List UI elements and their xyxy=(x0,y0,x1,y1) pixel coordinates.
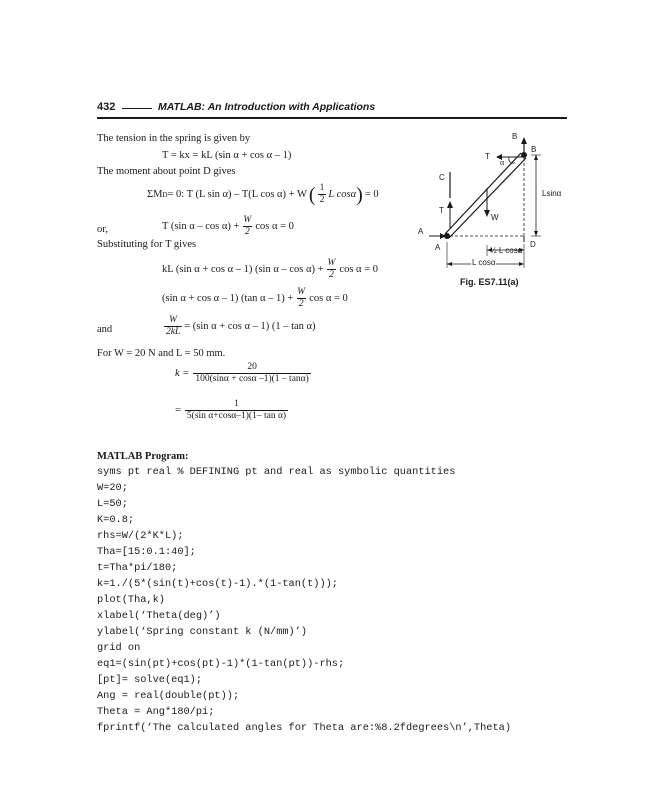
header-short-rule xyxy=(122,108,152,109)
code-line: L=50; xyxy=(97,498,128,510)
code-line: grid on xyxy=(97,642,141,654)
label-B-top: B xyxy=(512,132,518,141)
code-line: fprintf(‘The calculated angles for Theta are:%8.2fdegrees\n’,Theta) xyxy=(97,722,512,734)
and-equation: $\frac{W}{2kL}$ = (sin α + cos α – 1) (1 – tan α) xyxy=(166,315,316,337)
label-T-top: T xyxy=(485,152,490,161)
code-line: t=Tha*pi/180; xyxy=(97,562,178,574)
code-line: ylabel(‘Spring constant k (N/mm)’) xyxy=(97,626,308,638)
code-line: eq1=(sin(pt)+cos(pt)-1)*(1-tan(pt))-rhs; xyxy=(97,658,345,670)
label-T-left: T xyxy=(439,206,444,215)
moment-eq-fraction: $\frac{1}{2}$ xyxy=(319,183,325,205)
tension-equation: T = kx = kL (sin α + cos α – 1) xyxy=(162,150,292,161)
moment-eq-right: = 0 xyxy=(364,189,379,200)
code-line: xlabel(‘Theta(deg)’) xyxy=(97,610,221,622)
figure-caption: Fig. ES7.11(a) xyxy=(460,277,519,287)
code-line: Ang = real(double(pt)); xyxy=(97,690,240,702)
label-W: W xyxy=(491,213,499,222)
tension-intro: The tension in the spring is given by xyxy=(97,133,251,144)
label-D: D xyxy=(530,240,536,249)
code-line: W=20; xyxy=(97,482,128,494)
label-Lcos: L cosα xyxy=(472,258,496,267)
code-line: [pt]= solve(eq1); xyxy=(97,674,203,686)
k-equation-1: k = $\frac{20}{100(\sin\alpha + \cos\alpha -1)(1 - \tan\alpha)}$ xyxy=(175,362,309,384)
moment-eq-mid: = 0: T (L sin α) – T(L cos α) + W xyxy=(167,189,307,200)
program-heading: MATLAB Program: xyxy=(97,451,189,462)
code-line: K=0.8; xyxy=(97,514,135,526)
substitution-intro: Substituting for T gives xyxy=(97,239,197,250)
or-label: or, xyxy=(97,224,108,235)
moment-intro: The moment about point D gives xyxy=(97,166,236,177)
k-equation-2: = $\frac{1}{\text{5(sin α+cosα–1)(1– tan α)}}$ xyxy=(175,399,287,421)
moment-eq-sub: D xyxy=(162,190,168,199)
label-C: C xyxy=(439,173,445,182)
label-A-inner: A xyxy=(435,243,441,252)
label-B: B xyxy=(531,145,537,154)
and-label: and xyxy=(97,324,113,335)
code-line: rhs=W/(2*K*L); xyxy=(97,530,184,542)
code-line: syms pt real % DEFINING pt and real as symbolic quantities xyxy=(97,466,456,478)
code-line: Tha=[15:0.1:40]; xyxy=(97,546,196,558)
code-line: plot(Tha,k) xyxy=(97,594,165,606)
code-line: Theta = Ang*180/pi; xyxy=(97,706,215,718)
label-Lsin: Lsinα xyxy=(542,189,562,198)
label-alpha: α xyxy=(500,158,505,167)
label-A-outer: A xyxy=(418,227,424,236)
code-line: k=1./(5*(sin(t)+cos(t)-1).*(1-tan(t))); xyxy=(97,578,338,590)
moment-eq-paren-term: L cosα xyxy=(328,189,357,200)
page-number: 432 xyxy=(97,101,116,113)
figure-es7-11a xyxy=(405,132,570,287)
label-half-Lcos: ½ L cosα xyxy=(490,246,523,255)
moment-eq-sigma: ΣM xyxy=(147,189,163,200)
substitution-equation-1: kL (sin α + cos α – 1) (sin α – cos α) + $\frac{W}{2}$ cos α = 0 xyxy=(162,258,378,280)
book-title: MATLAB: An Introduction with Applications xyxy=(158,101,376,113)
for-values: For W = 20 N and L = 50 mm. xyxy=(97,348,226,359)
header-rule xyxy=(97,117,567,119)
moment-equation: ΣM D = 0: T (L sin α) – T(L cos α) + W ( $\frac{1}{2}$ L cosα ) = 0 xyxy=(147,183,379,206)
substitution-equation-2: (sin α + cos α – 1) (tan α – 1) + $\frac{W}{2}$ cos α = 0 xyxy=(162,287,348,309)
or-equation: T (sin α – cos α) + $\frac{W}{2}$ cos α = 0 xyxy=(162,215,294,237)
